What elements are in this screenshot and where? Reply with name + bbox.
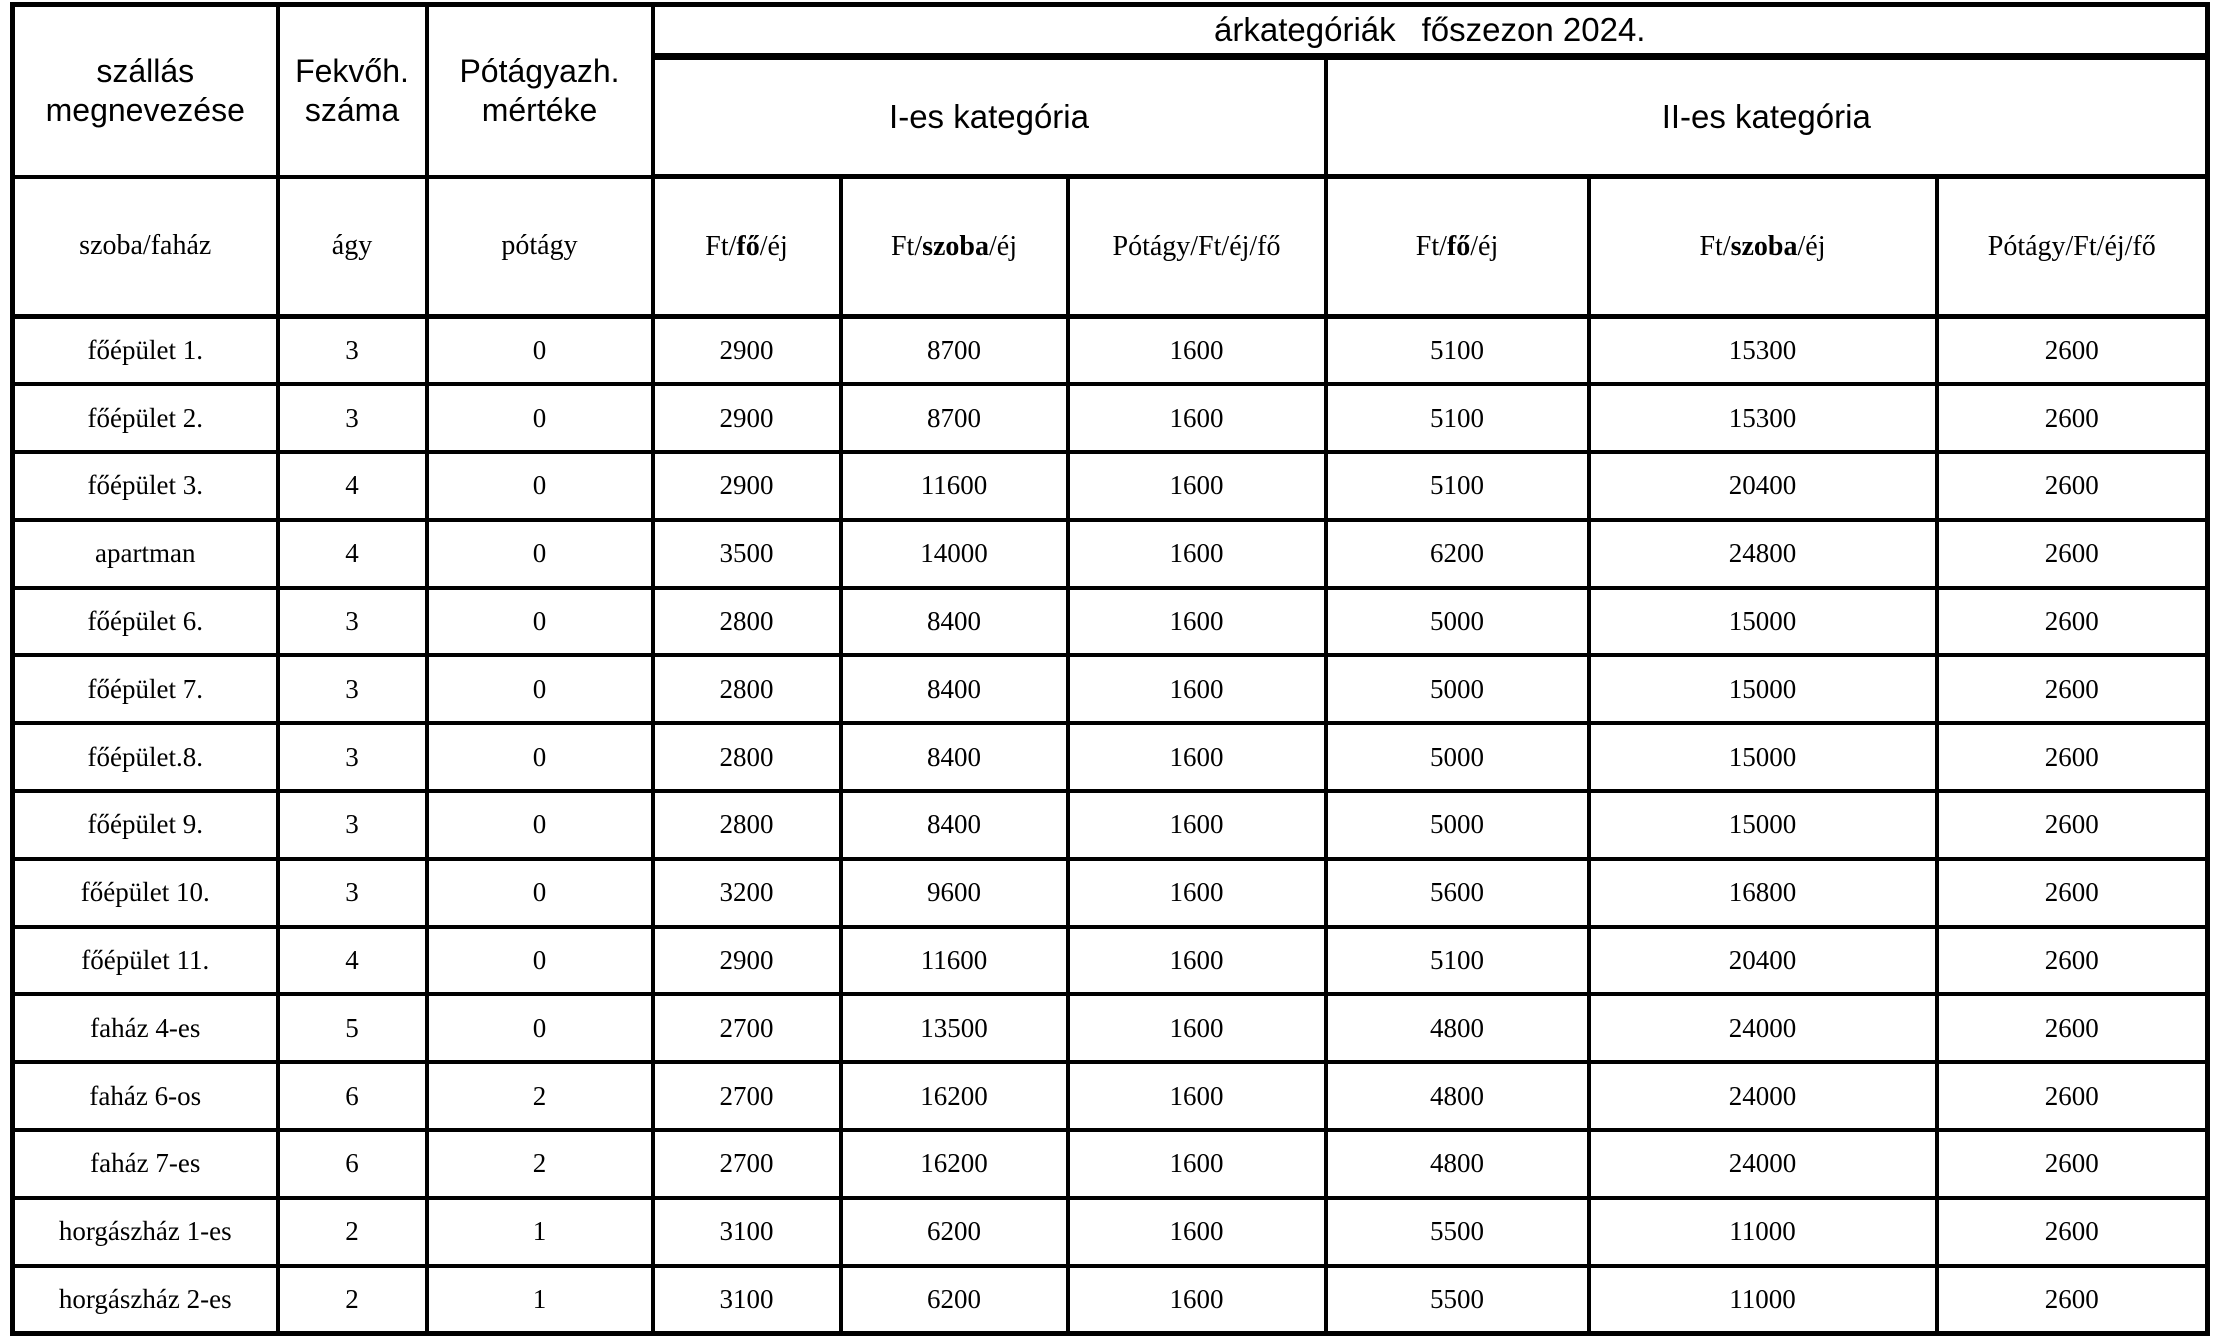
cat1-ft-fo-ej-cell: 2800 — [653, 791, 841, 859]
bed-count-cell: 3 — [278, 384, 427, 452]
extra-bed-cell: 0 — [427, 452, 653, 520]
subheader-extra-bed: pótágy — [427, 177, 653, 317]
price-header-text: /éj — [989, 230, 1018, 262]
price-header-text: Pótágy/Ft/éj/fő — [1987, 230, 2156, 262]
cat1-potagy-cell: 1600 — [1068, 1062, 1326, 1130]
cat2-potagy-cell: 2600 — [1937, 588, 2208, 656]
cat2-potagy-cell: 2600 — [1937, 317, 2208, 385]
cat2-ft-fo-ej-cell: 5000 — [1326, 655, 1589, 723]
cat1-ft-fo-ej-cell: 3100 — [653, 1198, 841, 1266]
accommodation-name-cell: főépület 2. — [13, 384, 278, 452]
cat1-potagy-cell: 1600 — [1068, 859, 1326, 927]
cat2-ft-fo-ej-cell: 5600 — [1326, 859, 1589, 927]
cat1-ft-szoba-ej-cell: 13500 — [841, 994, 1068, 1062]
cat2-ft-fo-ej-cell: 5000 — [1326, 588, 1589, 656]
cat1-ft-fo-ej-cell: 2900 — [653, 317, 841, 385]
cat2-potagy-cell: 2600 — [1937, 520, 2208, 588]
cat2-ft-szoba-ej-cell: 15300 — [1589, 384, 1937, 452]
cat2-potagy-cell: 2600 — [1937, 452, 2208, 520]
cat1-potagy-cell: 1600 — [1068, 520, 1326, 588]
bed-count-cell: 4 — [278, 520, 427, 588]
cat2-potagy-cell: 2600 — [1937, 927, 2208, 995]
bed-count-cell: 6 — [278, 1130, 427, 1198]
price-header-text: Ft/ — [1699, 230, 1731, 262]
cat2-ft-szoba-ej-cell: 24800 — [1589, 520, 1937, 588]
table-row-9 — [13, 927, 2208, 995]
table-row-4 — [13, 588, 2208, 656]
price-header-text: Ft/ — [1415, 230, 1447, 262]
extra-bed-cell: 1 — [427, 1266, 653, 1334]
table-row-5 — [13, 655, 2208, 723]
cat1-ft-fo-ej-cell: 3500 — [653, 520, 841, 588]
price-table — [10, 2, 2210, 1336]
table-row-13 — [13, 1198, 2208, 1266]
bed-count-cell: 3 — [278, 791, 427, 859]
accommodation-name-cell: faház 7-es — [13, 1130, 278, 1198]
subheader-row — [13, 177, 2208, 317]
cat1-ft-fo-ej-cell: 2800 — [653, 655, 841, 723]
price-header-cat1-2 — [1068, 177, 1326, 317]
cat1-potagy-cell: 1600 — [1068, 1266, 1326, 1334]
extra-bed-cell: 0 — [427, 520, 653, 588]
cat1-potagy-cell: 1600 — [1068, 1198, 1326, 1266]
accommodation-name-cell: apartman — [13, 520, 278, 588]
accommodation-name-cell: főépület 6. — [13, 588, 278, 656]
table-title-part1: árkategóriák — [1214, 11, 1396, 48]
cat2-ft-fo-ej-cell: 5000 — [1326, 791, 1589, 859]
cat1-ft-fo-ej-cell: 2700 — [653, 994, 841, 1062]
table-row-2 — [13, 452, 2208, 520]
accommodation-name-cell: főépület 9. — [13, 791, 278, 859]
cat2-ft-szoba-ej-cell: 24000 — [1589, 1130, 1937, 1198]
cat2-ft-szoba-ej-cell: 20400 — [1589, 452, 1937, 520]
header-bed-count: Fekvőh. száma — [278, 5, 427, 177]
cat1-ft-fo-ej-cell: 3100 — [653, 1266, 841, 1334]
cat2-potagy-cell: 2600 — [1937, 723, 2208, 791]
cat2-ft-szoba-ej-cell: 15000 — [1589, 655, 1937, 723]
table-title-part2: főszezon 2024. — [1421, 11, 1646, 48]
accommodation-name-cell: főépület 11. — [13, 927, 278, 995]
price-header-text: szoba — [1730, 230, 1798, 262]
table-row-14 — [13, 1266, 2208, 1334]
cat1-potagy-cell: 1600 — [1068, 317, 1326, 385]
bed-count-cell: 3 — [278, 859, 427, 927]
price-header-text: szoba — [922, 230, 990, 262]
cat1-ft-fo-ej-cell: 3200 — [653, 859, 841, 927]
bed-count-cell: 6 — [278, 1062, 427, 1130]
extra-bed-cell: 0 — [427, 927, 653, 995]
subheader-bed: ágy — [278, 177, 427, 317]
extra-bed-cell: 0 — [427, 317, 653, 385]
cat1-ft-fo-ej-cell: 2700 — [653, 1062, 841, 1130]
cat1-potagy-cell: 1600 — [1068, 927, 1326, 995]
price-header-text: /éj — [1470, 230, 1499, 262]
price-header-text: Pótágy/Ft/éj/fő — [1112, 230, 1281, 262]
extra-bed-cell: 2 — [427, 1062, 653, 1130]
cat2-ft-szoba-ej-cell: 15300 — [1589, 317, 1937, 385]
cat2-ft-szoba-ej-cell: 15000 — [1589, 588, 1937, 656]
cat1-ft-fo-ej-cell: 2800 — [653, 723, 841, 791]
extra-bed-cell: 0 — [427, 791, 653, 859]
cat1-potagy-cell: 1600 — [1068, 384, 1326, 452]
accommodation-name-cell: főépület 3. — [13, 452, 278, 520]
table-row-7 — [13, 791, 2208, 859]
accommodation-name-cell: főépület.8. — [13, 723, 278, 791]
cat2-potagy-cell: 2600 — [1937, 655, 2208, 723]
table-row-8 — [13, 859, 2208, 927]
table-row-12 — [13, 1130, 2208, 1198]
cat1-ft-fo-ej-cell: 2800 — [653, 588, 841, 656]
cat2-ft-fo-ej-cell: 4800 — [1326, 1130, 1589, 1198]
cat1-ft-szoba-ej-cell: 8400 — [841, 588, 1068, 656]
cat2-ft-fo-ej-cell: 5000 — [1326, 723, 1589, 791]
bed-count-cell: 5 — [278, 994, 427, 1062]
cat2-ft-fo-ej-cell: 4800 — [1326, 994, 1589, 1062]
price-header-cat2-0 — [1326, 177, 1589, 317]
cat2-ft-szoba-ej-cell: 20400 — [1589, 927, 1937, 995]
cat2-potagy-cell: 2600 — [1937, 1266, 2208, 1334]
cat2-ft-szoba-ej-cell: 16800 — [1589, 859, 1937, 927]
price-header-text: /éj — [1797, 230, 1826, 262]
cat2-potagy-cell: 2600 — [1937, 859, 2208, 927]
header-accommodation-name: szállás megnevezése — [13, 5, 278, 177]
accommodation-name-cell: faház 4-es — [13, 994, 278, 1062]
accommodation-name-cell: főépület 1. — [13, 317, 278, 385]
price-header-text: Ft/ — [705, 230, 737, 262]
bed-count-cell: 2 — [278, 1198, 427, 1266]
bed-count-cell: 3 — [278, 723, 427, 791]
cat1-ft-szoba-ej-cell: 16200 — [841, 1062, 1068, 1130]
cat1-potagy-cell: 1600 — [1068, 588, 1326, 656]
cat1-ft-fo-ej-cell: 2900 — [653, 384, 841, 452]
extra-bed-cell: 0 — [427, 994, 653, 1062]
cat1-ft-szoba-ej-cell: 8400 — [841, 655, 1068, 723]
table-row-0 — [13, 317, 2208, 385]
cat2-potagy-cell: 2600 — [1937, 1198, 2208, 1266]
cat1-ft-szoba-ej-cell: 9600 — [841, 859, 1068, 927]
cat1-ft-szoba-ej-cell: 11600 — [841, 452, 1068, 520]
extra-bed-cell: 2 — [427, 1130, 653, 1198]
cat1-ft-szoba-ej-cell: 11600 — [841, 927, 1068, 995]
table-row-11 — [13, 1062, 2208, 1130]
accommodation-name-cell: főépület 7. — [13, 655, 278, 723]
cat1-ft-szoba-ej-cell: 8400 — [841, 791, 1068, 859]
extra-bed-cell: 0 — [427, 655, 653, 723]
cat1-potagy-cell: 1600 — [1068, 791, 1326, 859]
title-row — [13, 5, 2208, 57]
cat2-ft-szoba-ej-cell: 15000 — [1589, 723, 1937, 791]
cat1-potagy-cell: 1600 — [1068, 723, 1326, 791]
table-title — [653, 5, 2208, 57]
bed-count-cell: 4 — [278, 927, 427, 995]
cat2-ft-szoba-ej-cell: 24000 — [1589, 1062, 1937, 1130]
price-header-cat1-1 — [841, 177, 1068, 317]
extra-bed-cell: 0 — [427, 859, 653, 927]
cat2-potagy-cell: 2600 — [1937, 384, 2208, 452]
accommodation-name-cell: faház 6-os — [13, 1062, 278, 1130]
header-extra-bed-capacity: Pótágyazh. mértéke — [427, 5, 653, 177]
accommodation-name-cell: horgászház 2-es — [13, 1266, 278, 1334]
cat2-ft-fo-ej-cell: 5100 — [1326, 317, 1589, 385]
price-header-text: fő — [1446, 230, 1471, 262]
accommodation-name-cell: főépület 10. — [13, 859, 278, 927]
bed-count-cell: 3 — [278, 317, 427, 385]
accommodation-name-cell: horgászház 1-es — [13, 1198, 278, 1266]
cat1-potagy-cell: 1600 — [1068, 1130, 1326, 1198]
cat2-ft-fo-ej-cell: 5100 — [1326, 452, 1589, 520]
cat2-ft-fo-ej-cell: 5100 — [1326, 384, 1589, 452]
cat1-ft-fo-ej-cell: 2900 — [653, 927, 841, 995]
cat2-ft-fo-ej-cell: 4800 — [1326, 1062, 1589, 1130]
cat2-ft-szoba-ej-cell: 15000 — [1589, 791, 1937, 859]
extra-bed-cell: 0 — [427, 588, 653, 656]
cat1-ft-szoba-ej-cell: 6200 — [841, 1266, 1068, 1334]
cat2-potagy-cell: 2600 — [1937, 994, 2208, 1062]
cat2-ft-fo-ej-cell: 6200 — [1326, 520, 1589, 588]
cat2-potagy-cell: 2600 — [1937, 1130, 2208, 1198]
cat1-ft-szoba-ej-cell: 6200 — [841, 1198, 1068, 1266]
extra-bed-cell: 1 — [427, 1198, 653, 1266]
table-row-1 — [13, 384, 2208, 452]
price-header-text: fő — [736, 230, 760, 262]
cat2-ft-szoba-ej-cell: 11000 — [1589, 1198, 1937, 1266]
cat1-ft-szoba-ej-cell: 8400 — [841, 723, 1068, 791]
cat1-ft-szoba-ej-cell: 14000 — [841, 520, 1068, 588]
extra-bed-cell: 0 — [427, 723, 653, 791]
cat1-ft-szoba-ej-cell: 8700 — [841, 317, 1068, 385]
cat2-ft-fo-ej-cell: 5100 — [1326, 927, 1589, 995]
bed-count-cell: 2 — [278, 1266, 427, 1334]
subheader-room-cabin: szoba/faház — [13, 177, 278, 317]
cat1-potagy-cell: 1600 — [1068, 655, 1326, 723]
cat2-ft-szoba-ej-cell: 11000 — [1589, 1266, 1937, 1334]
table-row-6 — [13, 723, 2208, 791]
category-1-header: I-es kategória — [653, 57, 1326, 177]
cat1-ft-fo-ej-cell: 2700 — [653, 1130, 841, 1198]
cat1-ft-fo-ej-cell: 2900 — [653, 452, 841, 520]
price-header-cat1-0 — [653, 177, 841, 317]
table-row-10 — [13, 994, 2208, 1062]
cat1-potagy-cell: 1600 — [1068, 994, 1326, 1062]
price-header-cat2-1 — [1589, 177, 1937, 317]
bed-count-cell: 4 — [278, 452, 427, 520]
category-2-header: II-es kategória — [1326, 57, 2208, 177]
cat1-ft-szoba-ej-cell: 8700 — [841, 384, 1068, 452]
bed-count-cell: 3 — [278, 588, 427, 656]
table-row-3 — [13, 520, 2208, 588]
cat2-potagy-cell: 2600 — [1937, 791, 2208, 859]
price-header-text: Ft/ — [890, 230, 923, 262]
cat1-ft-szoba-ej-cell: 16200 — [841, 1130, 1068, 1198]
price-header-text: /éj — [759, 230, 788, 262]
cat2-potagy-cell: 2600 — [1937, 1062, 2208, 1130]
price-header-cat2-2 — [1937, 177, 2208, 317]
cat2-ft-szoba-ej-cell: 24000 — [1589, 994, 1937, 1062]
cat2-ft-fo-ej-cell: 5500 — [1326, 1266, 1589, 1334]
bed-count-cell: 3 — [278, 655, 427, 723]
cat1-potagy-cell: 1600 — [1068, 452, 1326, 520]
cat2-ft-fo-ej-cell: 5500 — [1326, 1198, 1589, 1266]
extra-bed-cell: 0 — [427, 384, 653, 452]
